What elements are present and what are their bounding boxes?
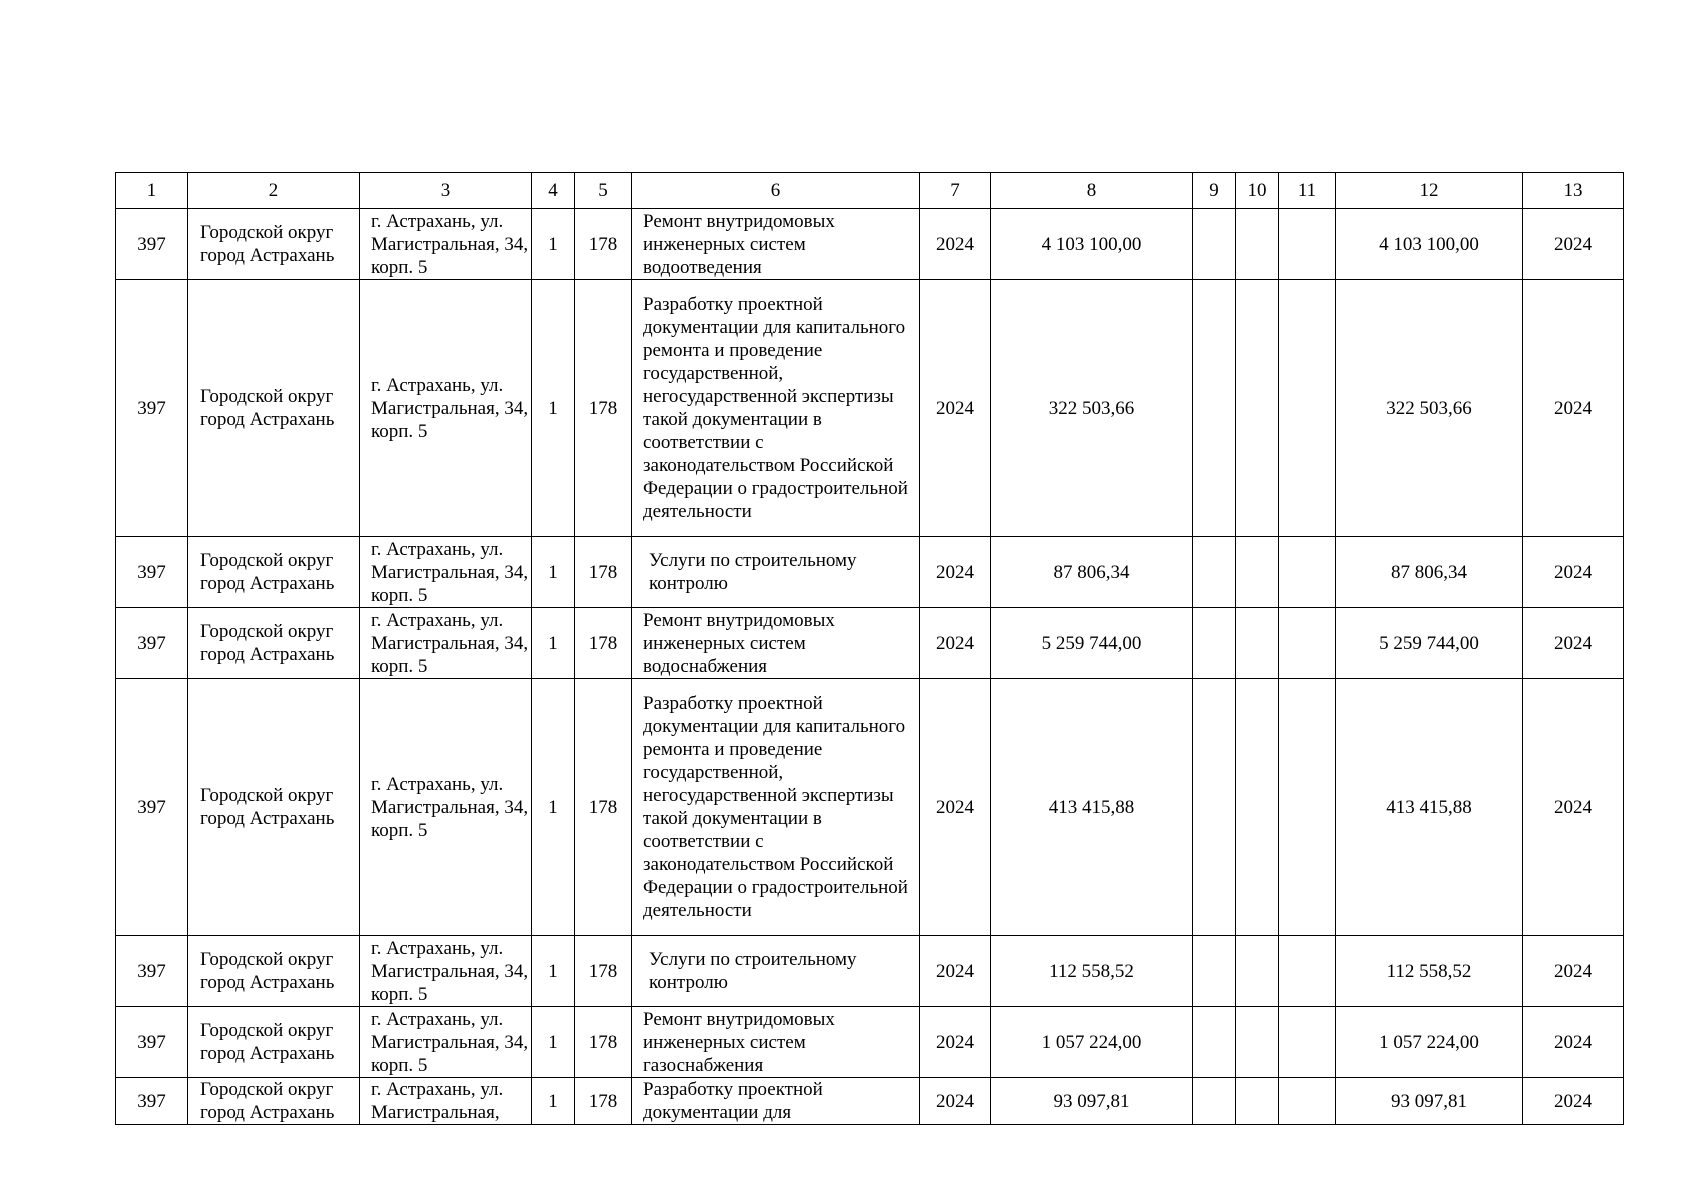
col11-cell: [1279, 936, 1336, 1007]
municipality-cell: Городской округ город Астрахань: [188, 1007, 360, 1078]
amount-cell: 112 558,52: [991, 936, 1193, 1007]
amount-total-cell: 1 057 224,00: [1336, 1007, 1523, 1078]
final-year-cell: 2024: [1523, 1007, 1624, 1078]
address-cell: г. Астрахань, ул. Магистральная, 34, корп. 5: [360, 608, 532, 679]
col9-cell: [1193, 608, 1236, 679]
column-header: 4: [532, 173, 575, 209]
municipality-cell: Городской округ город Астрахань: [188, 209, 360, 280]
col4-cell: 1: [532, 936, 575, 1007]
col4-cell: 1: [532, 209, 575, 280]
municipality-cell: Городской округ город Астрахань: [188, 679, 360, 936]
table-row: [116, 1078, 1624, 1125]
col10-cell: [1236, 1007, 1279, 1078]
col5-cell: 178: [575, 280, 632, 537]
row-number-cell: 397: [116, 608, 188, 679]
final-year-cell: 2024: [1523, 209, 1624, 280]
col5-cell: 178: [575, 1007, 632, 1078]
col9-cell: [1193, 209, 1236, 280]
col11-cell: [1279, 1007, 1336, 1078]
col4-cell: 1: [532, 1078, 575, 1125]
col10-cell: [1236, 209, 1279, 280]
row-number-cell: 397: [116, 537, 188, 608]
col10-cell: [1236, 679, 1279, 936]
amount-total-cell: 87 806,34: [1336, 537, 1523, 608]
column-header: 2: [188, 173, 360, 209]
final-year-cell: 2024: [1523, 1078, 1624, 1125]
col4-cell: 1: [532, 679, 575, 936]
amount-cell: 322 503,66: [991, 280, 1193, 537]
col9-cell: [1193, 679, 1236, 936]
address-cell: г. Астрахань, ул. Магистральная, 34, корп. 5: [360, 537, 532, 608]
year-cell: 2024: [920, 280, 991, 537]
col4-cell: 1: [532, 608, 575, 679]
col4-cell: 1: [532, 280, 575, 537]
table-row: [116, 608, 1624, 679]
table-body: [116, 173, 1624, 1125]
address-cell: г. Астрахань, ул. Магистральная, 34, корп. 5: [360, 936, 532, 1007]
municipality-cell: Городской округ город Астрахань: [188, 936, 360, 1007]
col11-cell: [1279, 679, 1336, 936]
col9-cell: [1193, 537, 1236, 608]
year-cell: 2024: [920, 679, 991, 936]
amount-cell: 87 806,34: [991, 537, 1193, 608]
table-row: [116, 1007, 1624, 1078]
row-number-cell: 397: [116, 1078, 188, 1125]
col5-cell: 178: [575, 679, 632, 936]
row-number-cell: 397: [116, 1007, 188, 1078]
col9-cell: [1193, 1007, 1236, 1078]
col9-cell: [1193, 1078, 1236, 1125]
column-header: 5: [575, 173, 632, 209]
address-cell: г. Астрахань, ул. Магистральная, 34, корп. 5: [360, 1007, 532, 1078]
amount-total-cell: 413 415,88: [1336, 679, 1523, 936]
work-description-cell: Услуги по строительному контролю: [632, 537, 920, 608]
header-row: [116, 173, 1624, 209]
work-description-cell: Разработку проектной документации для: [632, 1078, 920, 1125]
col5-cell: 178: [575, 537, 632, 608]
column-header: 12: [1336, 173, 1523, 209]
year-cell: 2024: [920, 537, 991, 608]
amount-cell: 4 103 100,00: [991, 209, 1193, 280]
data-table: [115, 172, 1624, 1125]
col11-cell: [1279, 1078, 1336, 1125]
year-cell: 2024: [920, 1007, 991, 1078]
amount-total-cell: 322 503,66: [1336, 280, 1523, 537]
column-header: 13: [1523, 173, 1624, 209]
year-cell: 2024: [920, 1078, 991, 1125]
table-row: [116, 936, 1624, 1007]
municipality-cell: Городской округ город Астрахань: [188, 280, 360, 537]
column-header: 8: [991, 173, 1193, 209]
col4-cell: 1: [532, 537, 575, 608]
amount-cell: 5 259 744,00: [991, 608, 1193, 679]
column-header: 1: [116, 173, 188, 209]
address-cell: г. Астрахань, ул. Магистральная,: [360, 1078, 532, 1125]
table-row: [116, 537, 1624, 608]
final-year-cell: 2024: [1523, 608, 1624, 679]
address-cell: г. Астрахань, ул. Магистральная, 34, корп. 5: [360, 280, 532, 537]
work-description-cell: Услуги по строительному контролю: [632, 936, 920, 1007]
final-year-cell: 2024: [1523, 679, 1624, 936]
column-header: 6: [632, 173, 920, 209]
col4-cell: 1: [532, 1007, 575, 1078]
amount-total-cell: 112 558,52: [1336, 936, 1523, 1007]
col9-cell: [1193, 936, 1236, 1007]
col5-cell: 178: [575, 209, 632, 280]
col11-cell: [1279, 537, 1336, 608]
table-row: [116, 280, 1624, 537]
col10-cell: [1236, 1078, 1279, 1125]
work-description-cell: Ремонт внутридомовых инженерных систем водоснабжения: [632, 608, 920, 679]
work-description-cell: Разработку проектной документации для капитального ремонта и проведение государственной, негосударственной экспертизы такой документации в соответствии с законодательством Российской Федерации о градостроительной деятельности: [632, 679, 920, 936]
amount-total-cell: 5 259 744,00: [1336, 608, 1523, 679]
col10-cell: [1236, 936, 1279, 1007]
year-cell: 2024: [920, 936, 991, 1007]
table-row: [116, 679, 1624, 936]
amount-total-cell: 4 103 100,00: [1336, 209, 1523, 280]
amount-cell: 93 097,81: [991, 1078, 1193, 1125]
col11-cell: [1279, 280, 1336, 537]
year-cell: 2024: [920, 209, 991, 280]
col5-cell: 178: [575, 936, 632, 1007]
col10-cell: [1236, 537, 1279, 608]
amount-cell: 413 415,88: [991, 679, 1193, 936]
table-row: [116, 209, 1624, 280]
col5-cell: 178: [575, 608, 632, 679]
col10-cell: [1236, 608, 1279, 679]
amount-cell: 1 057 224,00: [991, 1007, 1193, 1078]
municipality-cell: Городской округ город Астрахань: [188, 537, 360, 608]
col9-cell: [1193, 280, 1236, 537]
column-header: 11: [1279, 173, 1336, 209]
row-number-cell: 397: [116, 679, 188, 936]
work-description-cell: Ремонт внутридомовых инженерных систем газоснабжения: [632, 1007, 920, 1078]
work-description-cell: Разработку проектной документации для капитального ремонта и проведение государственной, негосударственной экспертизы такой документации в соответствии с законодательством Российской Федерации о градостроительной деятельности: [632, 280, 920, 537]
column-header: 7: [920, 173, 991, 209]
column-header: 3: [360, 173, 532, 209]
final-year-cell: 2024: [1523, 936, 1624, 1007]
row-number-cell: 397: [116, 280, 188, 537]
final-year-cell: 2024: [1523, 280, 1624, 537]
column-header: 9: [1193, 173, 1236, 209]
municipality-cell: Городской округ город Астрахань: [188, 1078, 360, 1125]
year-cell: 2024: [920, 608, 991, 679]
amount-total-cell: 93 097,81: [1336, 1078, 1523, 1125]
row-number-cell: 397: [116, 209, 188, 280]
column-header: 10: [1236, 173, 1279, 209]
address-cell: г. Астрахань, ул. Магистральная, 34, корп. 5: [360, 209, 532, 280]
col11-cell: [1279, 209, 1336, 280]
final-year-cell: 2024: [1523, 537, 1624, 608]
work-description-cell: Ремонт внутридомовых инженерных систем водоотведения: [632, 209, 920, 280]
col10-cell: [1236, 280, 1279, 537]
col11-cell: [1279, 608, 1336, 679]
municipality-cell: Городской округ город Астрахань: [188, 608, 360, 679]
row-number-cell: 397: [116, 936, 188, 1007]
address-cell: г. Астрахань, ул. Магистральная, 34, корп. 5: [360, 679, 532, 936]
col5-cell: 178: [575, 1078, 632, 1125]
